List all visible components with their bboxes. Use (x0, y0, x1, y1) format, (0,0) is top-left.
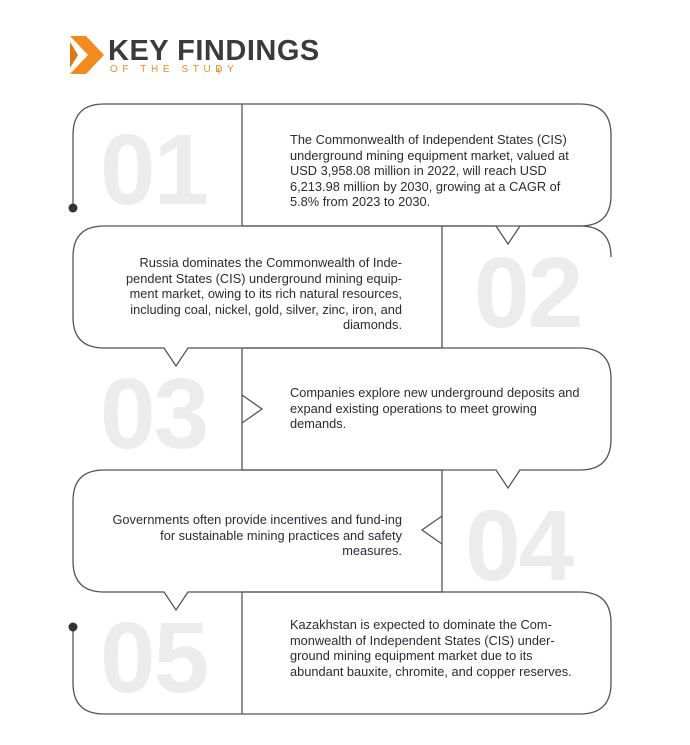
line-end-dot-top (69, 204, 78, 213)
line-end-dot-bottom (69, 623, 78, 632)
finding-number-04: 04 (465, 490, 573, 602)
finding-number-01: 01 (100, 114, 208, 226)
finding-text-02: Russia dominates the Commonwealth of Inde-pendent States (CIS) underground mining equip-ment market, owing to its rich natural resources, including coal, nickel, gold, silver, zinc, iron, and diamonds. (125, 255, 402, 332)
page-title: KEY FINDINGS (108, 35, 320, 67)
finding-number-05: 05 (100, 602, 208, 714)
finding-text-04: Governments often provide incentives and fund-ing for sustainable mining practices and safety measures. (112, 512, 402, 558)
finding-number-03: 03 (100, 358, 208, 470)
page-subtitle: OF THE STUDY (110, 64, 239, 75)
finding-text-05: Kazakhstan is expected to dominate the Com-monwealth of Independent States (CIS) under-ground mining equipment market due to its abundant bauxite, chromite, and copper reserves. (290, 617, 572, 679)
chevron-right-icon (70, 36, 104, 74)
box-04-notch (422, 516, 442, 544)
box-03-notch (242, 395, 262, 423)
finding-text-01: The Commonwealth of Independent States (CIS) underground mining equipment market, valued at USD 3,958.08 million in 2022, will reach USD 6,213.98 million by 2030, growing at a CAGR of 5.8% from 2023 to 2030. (290, 132, 569, 209)
finding-number-02: 02 (474, 237, 582, 349)
finding-text-03: Companies explore new underground deposits and expand existing operations to meet growing demands. (290, 385, 580, 431)
